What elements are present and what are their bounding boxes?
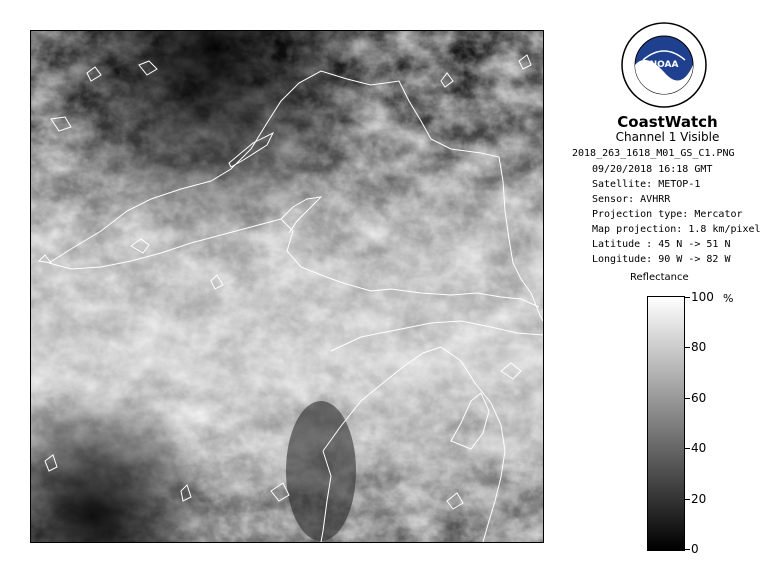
acquisition-datetime: 09/20/2018 16:18 GMT [592, 164, 713, 175]
longitude-range: Longitude: 90 W -> 82 W [592, 254, 731, 265]
colorbar-tick [684, 347, 690, 348]
filename: 2018_263_1618_M01_GS_C1.PNG [572, 148, 735, 159]
latitude-range: Latitude : 45 N -> 51 N [592, 239, 731, 250]
channel-name: Channel 1 Visible [615, 130, 720, 144]
colorbar-tick-label: 0 [691, 542, 699, 556]
colorbar-tick-label: 100 [691, 290, 714, 304]
colorbar-tick [684, 398, 690, 399]
projection-type: Projection type: Mercator [592, 209, 743, 220]
colorbar-unit: % [723, 292, 734, 305]
colorbar-tick [684, 297, 690, 298]
colorbar-tick-label: 80 [691, 340, 707, 354]
sensor-name: Sensor: AVHRR [592, 194, 671, 205]
colorbar-tick-label: 60 [691, 391, 707, 405]
brand-title: CoastWatch [617, 113, 718, 131]
colorbar-tick [684, 549, 690, 550]
satellite-imagery-svg [31, 31, 543, 542]
colorbar-tick-label: 20 [691, 492, 707, 506]
satellite-name: Satellite: METOP-1 [592, 179, 701, 190]
colorbar-tick [684, 448, 690, 449]
colorbar-tick [684, 499, 690, 500]
satellite-image [30, 30, 544, 543]
legend-panel [560, 20, 775, 560]
colorbar-label: Reflectance [630, 272, 689, 283]
reflectance-colorbar [647, 296, 685, 551]
map-projection: Map projection: 1.8 km/pixel [592, 224, 761, 235]
colorbar-tick-label: 40 [691, 441, 707, 455]
logo-wordmark: NOAA [649, 60, 679, 70]
